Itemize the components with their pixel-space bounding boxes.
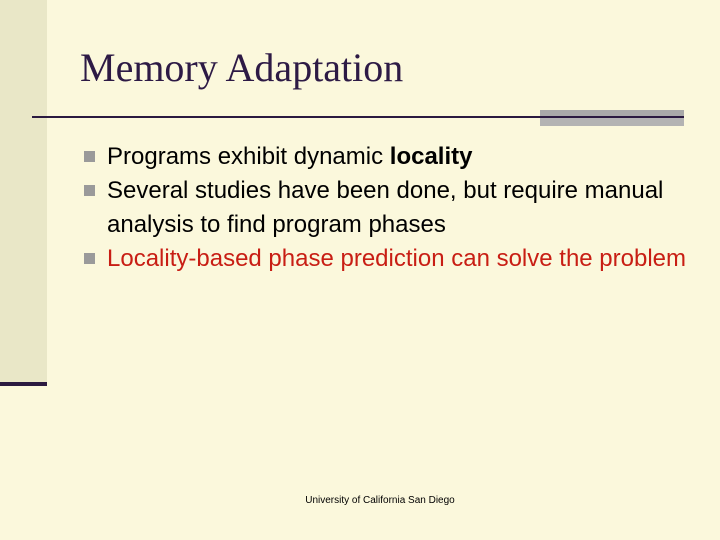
bullet-text: Programs exhibit dynamic [107,143,390,170]
square-bullet-icon [84,151,95,162]
bullet-item [84,140,704,174]
bullet-text: Several studies have been done, but require manual analysis to find program phases [107,177,664,238]
bullet-emphasis-text: locality [389,143,473,170]
bullet-item-highlighted [84,242,704,276]
square-bullet-icon [84,253,95,264]
bullet-list [84,140,704,276]
square-bullet-icon [84,185,95,196]
bullet-text: Locality-based phase prediction can solve the problem [107,245,687,272]
slide-footer: University of California San Diego [305,495,455,506]
left-decorative-bar [0,0,47,384]
title-underline-rule [32,116,684,118]
slide-title: Memory Adaptation [80,45,404,90]
title-accent-gray-bar-lower [540,118,684,126]
left-bar-divider [0,382,47,386]
bullet-item [84,174,704,242]
